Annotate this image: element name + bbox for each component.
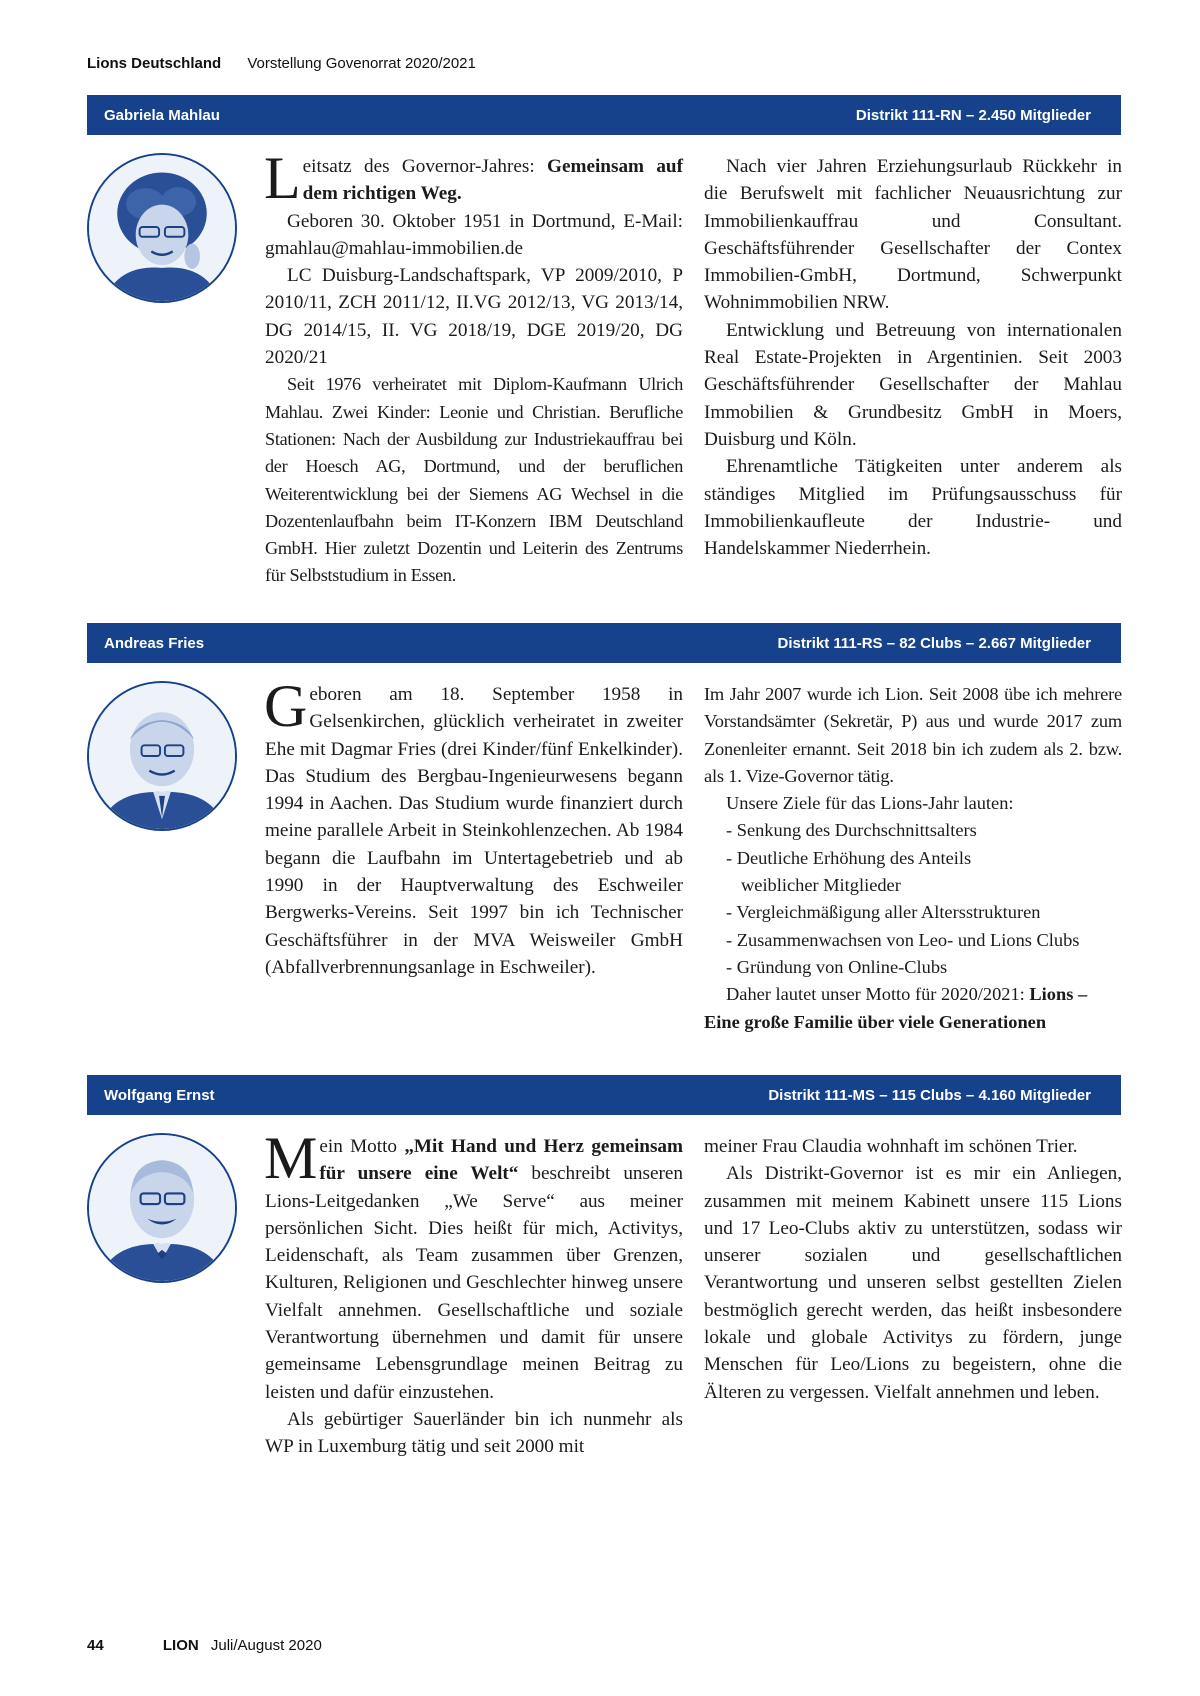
motto: Lions – Eine große Familie über viele Generationen xyxy=(704,984,1088,1032)
paragraph xyxy=(264,145,683,211)
drop-cap: M xyxy=(264,1125,318,1191)
list-item: - Zusammenwachsen von Leo- und Lions Clubs xyxy=(726,929,1080,950)
column-left xyxy=(264,145,683,590)
paragraph: Ehrenamtliche Tätigkeiten unter anderem als ständiges Mitglied im Prüfungsausschuss für Immobilienkaufleute der Industrie- und Handelskammer Niederrhein. xyxy=(704,456,1122,560)
paragraph-text: eboren am 18. September 1958 in Gelsenkirchen, glücklich verheiratet in zweiter Ehe mit Dagmar Fries (drei Kinder/fünf Enkelkinder). Das Studium des Bergbau-Ingenieurwesens begann 1994 in Aachen. Das Studium wurde finanziert durch meine parallele Arbeit in Steinkohlenzechen. Ab 1984 begann die Laufbahn im Untertagebetrieb und ab 1990 in der Hauptverwaltung des Eschweiler Bergwerks-Vereins. Seit 1997 bin ich Technischer Geschäftsführer in der MVA Weisweiler GmbH (Abfallverbrennungsanlage in Eschweiler). xyxy=(265,684,683,978)
paragraph: Im Jahr 2007 wurde ich Lion. Seit 2008 übe ich mehrere Vorstandsämter (Sekretär, P) aus und wurde 2017 zum Zonenleiter ernannt. Seit 2018 bin ich zudem als 2. bzw. als 1. Vize-Governor tätig. xyxy=(704,684,1122,786)
page-number: 44 xyxy=(87,1637,104,1654)
section-bar xyxy=(87,1075,1121,1115)
profile-wolfgang-ernst xyxy=(87,1075,1121,1495)
person-portrait-icon xyxy=(89,1135,235,1281)
column-right xyxy=(704,153,1122,562)
paragraph: Unsere Ziele für das Lions-Jahr lauten: xyxy=(726,793,1014,814)
portrait-photo xyxy=(87,153,237,303)
motto: „Mit Hand und Herz gemeinsam für unsere eine Welt“ xyxy=(319,1136,683,1185)
paragraph-text: beschreibt unseren Lions-Leitgedanken „We Serve“ aus meiner persönlichen Sicht. Dies heißt für mich, Activitys, Leidenschaft, als Team zusammen über Grenzen, Kulturen, Religionen und Geschlechter hinweg unsere Vielfalt annehmen. Gesellschaftliche und soziale Verantwortung übernehmen und damit für unsere gemeinsame Lebensgrundlage meinen Beitrag zu leisten und dafür einzustehen. xyxy=(265,1163,683,1403)
person-name: Andreas Fries xyxy=(104,634,205,652)
person-portrait-icon xyxy=(89,683,235,829)
drop-cap: L xyxy=(264,145,301,211)
portrait-photo xyxy=(87,681,237,831)
column-left xyxy=(264,1125,683,1461)
profile-andreas-fries xyxy=(87,623,1121,1053)
motto-intro: Daher lautet unser Motto für 2020/2021: xyxy=(726,984,1030,1005)
paragraph-text: ein Motto xyxy=(319,1136,405,1157)
list-item: - Deutliche Erhöhung des Anteils xyxy=(726,847,972,868)
paragraph: meiner Frau Claudia wohnhaft im schönen Trier. xyxy=(704,1136,1078,1157)
list-item: - Vergleichmäßigung aller Altersstrukturen xyxy=(726,902,1041,923)
district-info: Distrikt 111-MS – 115 Clubs – 4.160 Mitglieder xyxy=(768,1086,1091,1104)
paragraph: Als Distrikt-Governor ist es mir ein Anliegen, zusammen mit meinem Kabinett unsere 115 Lions und 17 Leo-Clubs aktiv zu unterstützen, sodass wir unserer sozialen und gesellschaftlichen Verantwortung und unseren selbst gestellten Zielen bestmöglich gerecht werden, das heißt insbesondere lokale und globale Activitys zu fördern, junge Menschen für Leo/Lions zu begeistern, ohne die Älteren zu vergessen. Vielfalt annehmen und leben. xyxy=(704,1163,1122,1403)
issue-date: Juli/August 2020 xyxy=(210,1637,322,1654)
paragraph: Als gebürtiger Sauerländer bin ich nunmehr als WP in Luxemburg tätig und seit 2000 mit xyxy=(265,1408,683,1458)
paragraph: LC Duisburg-Landschaftspark, VP 2009/2010, P 2010/11, ZCH 2011/12, II.VG 2012/13, VG 2013/14, DG 2014/15, II. VG 2018/19, DGE 2019/20, DG 2020/21 xyxy=(265,265,683,369)
paragraph: Nach vier Jahren Erziehungsurlaub Rückkehr in die Berufswelt mit fachlicher Neuausrichtung zur Immobilienkauffrau und Consultant. Geschäftsführender Gesellschafter der Contex Immobilien-GmbH, Dortmund, Schwerpunkt Wohnimmobilien NRW. xyxy=(704,156,1122,314)
page-footer xyxy=(87,1637,322,1654)
section-bar xyxy=(87,623,1121,663)
page-subtitle: Vorstellung Govenorrat 2020/2021 xyxy=(247,55,476,72)
paragraph xyxy=(704,981,1122,1036)
profile-gabriela-mahlau xyxy=(87,95,1122,586)
drop-cap: G xyxy=(264,673,308,739)
paragraph xyxy=(264,1125,683,1406)
column-right xyxy=(704,1133,1122,1406)
person-portrait-icon xyxy=(89,155,235,301)
magazine-name: LION xyxy=(162,1637,199,1654)
paragraph xyxy=(264,673,683,981)
paragraph: Geboren 30. Oktober 1951 in Dortmund, E-Mail: gmahlau@mahlau-immobilien.de xyxy=(265,210,683,259)
person-name: Wolfgang Ernst xyxy=(104,1086,215,1104)
column-right xyxy=(704,681,1122,1036)
list-item: - Senkung des Durchschnittsalters xyxy=(726,820,977,841)
intro-text: eitsatz des Governor-Jahres: xyxy=(302,156,548,177)
person-name: Gabriela Mahlau xyxy=(104,106,220,124)
paragraph: Entwicklung und Betreuung von internationalen Real Estate-Projekten in Argentinien. Seit 2003 Geschäftsführender Gesellschafter der Mahlau Immobilien & Grundbesitz GmbH in Moers, Duisburg und Köln. xyxy=(704,319,1122,450)
district-info: Distrikt 111-RN – 2.450 Mitglieder xyxy=(855,106,1091,124)
paragraph: Seit 1976 verheiratet mit Diplom-Kaufmann Ulrich Mahlau. Zwei Kinder: Leonie und Christian. Berufliche Stationen: Nach der Ausbildung zur Industriekauffrau bei der Hoesch AG, Dortmund, und der beruflichen Weiterentwicklung bei der Siemens AG Wechsel in die Dozentenlaufbahn beim IT-Konzern IBM Deutschland GmbH. Hier zuletzt Dozentin und Leiterin des Zentrums für Selbststudium in Essen. xyxy=(265,374,683,586)
portrait-photo xyxy=(87,1133,237,1283)
leitsatz: Gemeinsam auf dem richtigen Weg. xyxy=(302,156,683,205)
publication-name: Lions Deutschland xyxy=(87,55,222,72)
list-item: - Gründung von Online-Clubs xyxy=(726,956,948,977)
column-left xyxy=(264,673,683,981)
district-info: Distrikt 111-RS – 82 Clubs – 2.667 Mitglieder xyxy=(777,634,1091,652)
running-header xyxy=(87,55,476,72)
list-item: weiblicher Mitglieder xyxy=(741,875,901,896)
section-bar xyxy=(87,95,1121,135)
